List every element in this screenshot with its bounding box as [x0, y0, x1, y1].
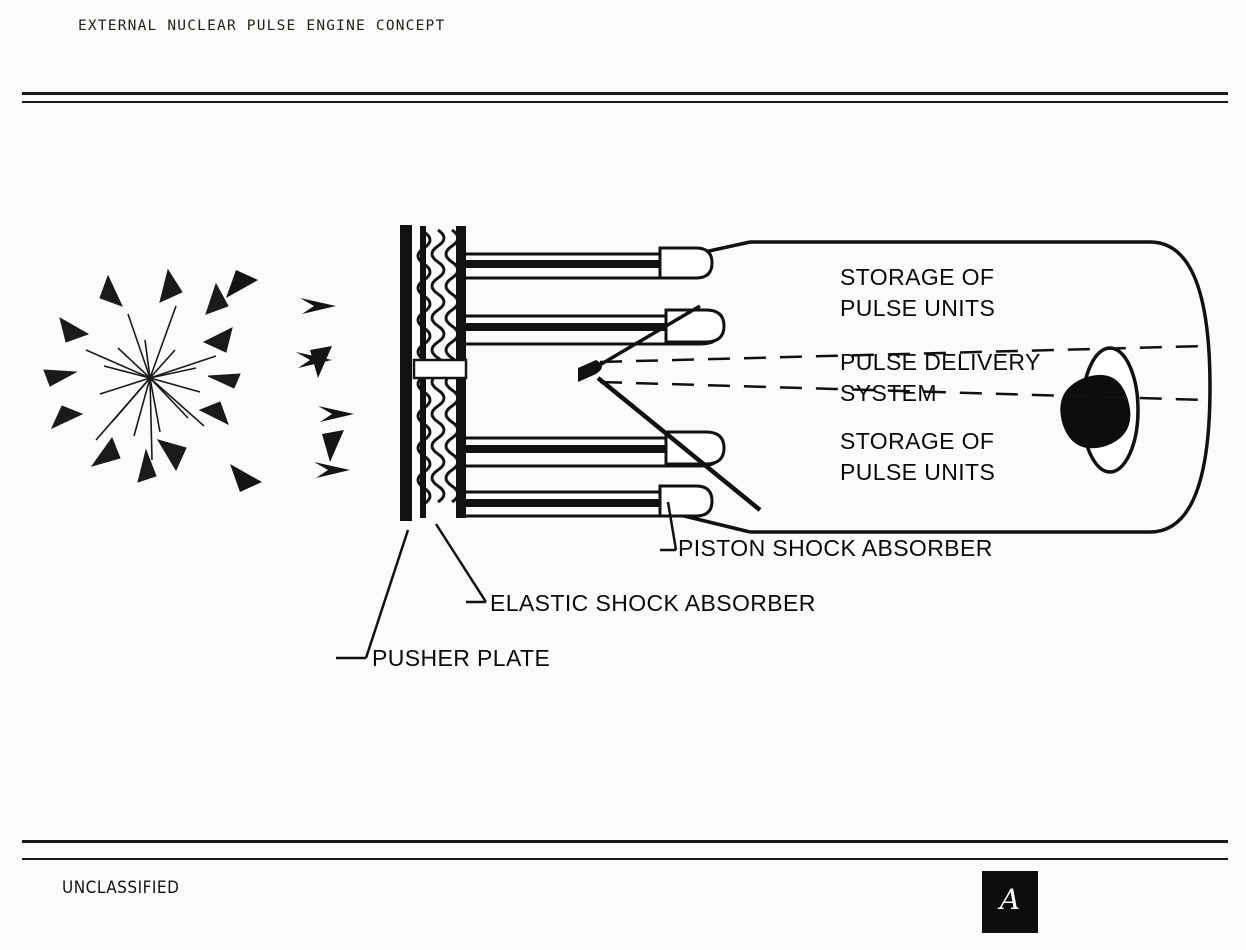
label-storage-bottom-line2: PULSE UNITS — [840, 459, 996, 486]
label-pulse-delivery-line2: SYSTEM — [840, 380, 937, 407]
label-pusher-plate: PUSHER PLATE — [372, 645, 551, 671]
logo-letter: A — [999, 883, 1021, 916]
pusher-plate — [400, 225, 412, 521]
piston-shock-absorber-array — [466, 248, 724, 516]
divider-top-primary — [22, 92, 1228, 95]
label-storage-top-line2: PULSE UNITS — [840, 295, 996, 322]
callout-leaders — [336, 502, 676, 658]
classification-marking: UNCLASSIFIED — [62, 878, 180, 898]
detonation-burst — [44, 270, 240, 482]
label-storage-bottom-line1: STORAGE OF — [840, 428, 995, 454]
label-storage-top-line1: STORAGE OF — [840, 264, 995, 290]
divider-bottom-primary — [22, 840, 1228, 843]
label-storage-of-pulse-units-top — [840, 262, 995, 324]
label-pulse-delivery-system — [840, 347, 1041, 409]
label-elastic-shock-absorber: ELASTIC SHOCK ABSORBER — [490, 590, 816, 616]
engine-concept-diagram — [0, 110, 1246, 730]
label-storage-of-pulse-units-bottom — [840, 426, 995, 488]
page-title: EXTERNAL NUCLEAR PULSE ENGINE CONCEPT — [78, 18, 446, 34]
label-piston-shock-absorber: PISTON SHOCK ABSORBER — [678, 535, 993, 561]
blast-wave-arrows — [226, 270, 354, 492]
label-pulse-delivery-line1: PULSE DELIVERY — [840, 349, 1041, 375]
divider-bottom-secondary — [22, 858, 1228, 860]
divider-top-secondary — [22, 101, 1228, 103]
elastic-shock-absorber-stack — [414, 226, 466, 518]
agency-logo — [982, 871, 1038, 933]
